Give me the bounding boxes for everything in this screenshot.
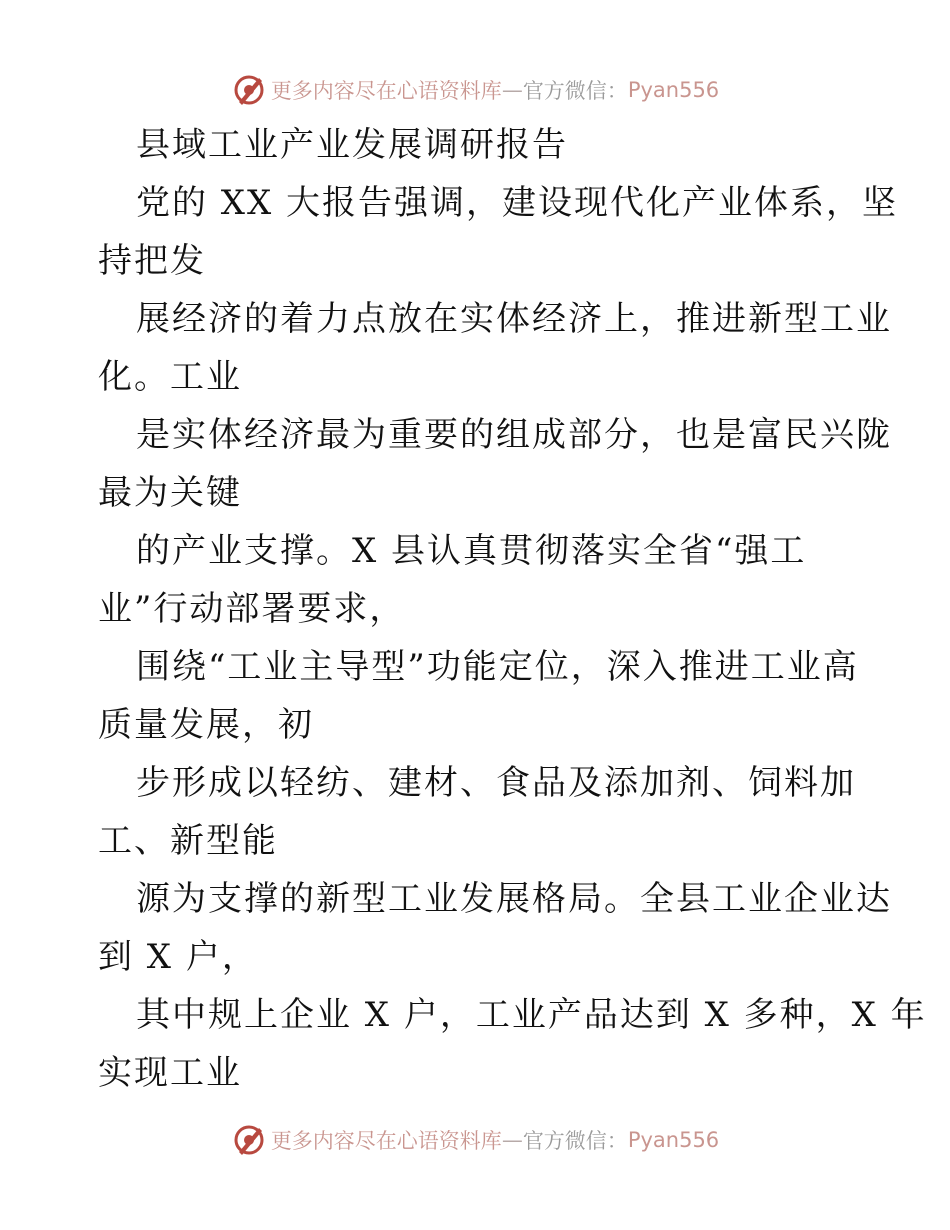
text-line: 到 X 户，	[98, 937, 258, 977]
text-line: 是实体经济最为重要的组成部分，也是富民兴陇	[136, 415, 892, 455]
watermark-wechat-id: Pyan556	[627, 78, 720, 102]
pen-logo-icon	[231, 1122, 267, 1158]
document-title: 县域工业产业发展调研报告	[136, 125, 568, 165]
text-line: 其中规上企业 X 户，工业产品达到 X 多种，X 年	[136, 995, 927, 1035]
watermark-dash: —	[501, 78, 523, 102]
text-line: 的产业支撑。X 县认真贯彻落实全省“强工	[136, 531, 807, 571]
watermark-wechat-label: 官方微信：	[522, 79, 628, 103]
text-line: 实现工业	[98, 1053, 242, 1093]
watermark-wechat-id: Pyan556	[627, 1128, 720, 1152]
watermark-site-name: 更多内容尽在心语资料库	[270, 79, 502, 103]
text-line: 步形成以轻纺、建材、食品及添加剂、饲料加	[136, 763, 856, 803]
text-line: 源为支撑的新型工业发展格局。全县工业企业达	[136, 879, 892, 919]
text-line: 最为关键	[98, 473, 242, 513]
watermark-site-name: 更多内容尽在心语资料库	[270, 1129, 502, 1153]
text-line: 业”行动部署要求，	[98, 589, 406, 629]
document-body	[98, 116, 927, 1102]
text-line: 化。工业	[98, 357, 242, 397]
text-line: 工、新型能	[98, 821, 278, 861]
watermark-wechat-label: 官方微信：	[522, 1129, 628, 1153]
text-line: 围绕“工业主导型”功能定位，深入推进工业高	[136, 647, 859, 687]
watermark-dash: —	[501, 1128, 523, 1152]
text-line: 质量发展，初	[98, 705, 314, 745]
footer-watermark	[0, 1122, 950, 1158]
text-line: 持把发	[98, 241, 206, 281]
text-line: 党的 XX 大报告强调，建设现代化产业体系，坚	[136, 183, 899, 223]
pen-logo-icon	[231, 72, 267, 108]
text-line: 展经济的着力点放在实体经济上，推进新型工业	[136, 299, 892, 339]
header-watermark	[0, 72, 950, 108]
